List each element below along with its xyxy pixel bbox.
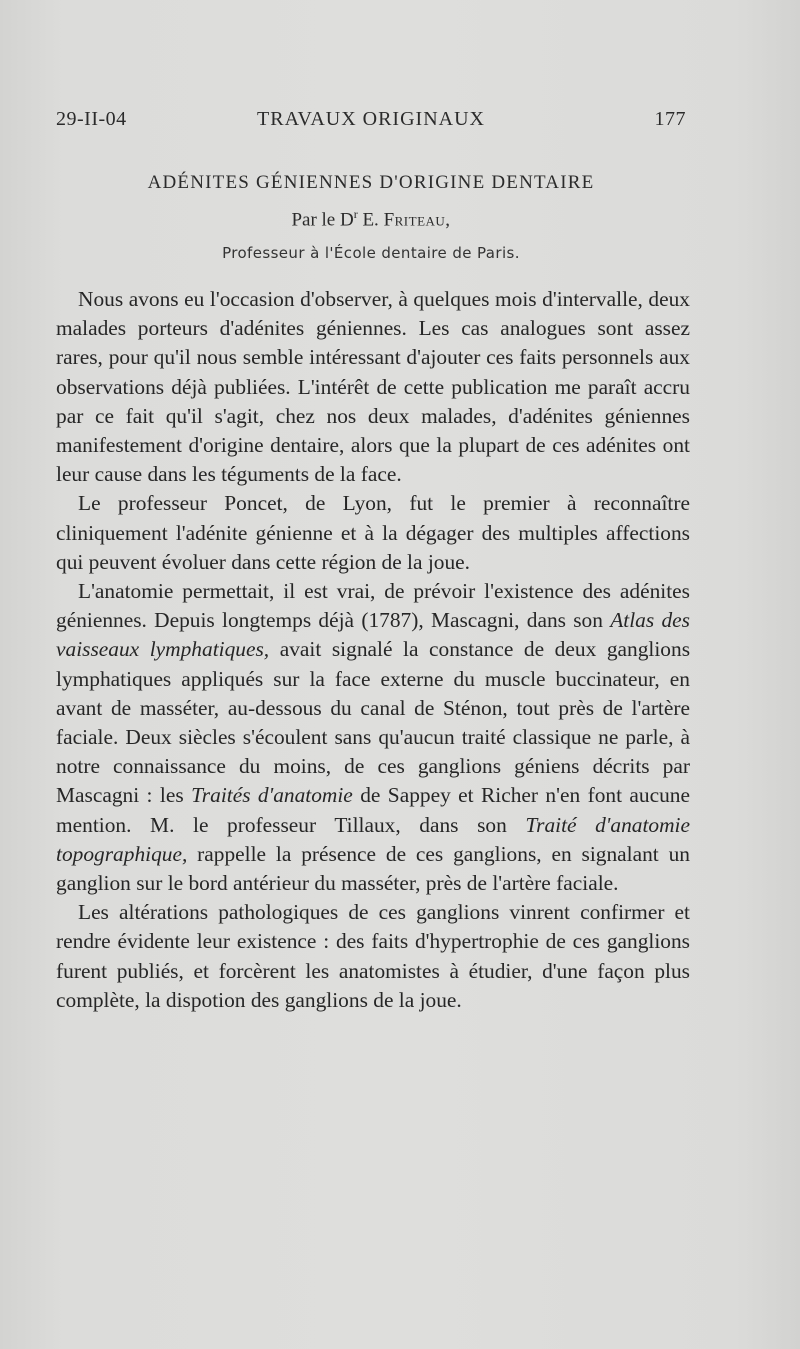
- paragraph-4: Les altérations pathologiques de ces ganglions vinrent confirmer et rendre évidente leur existence : des faits d'hypertrophie de ces ganglions furent publiés, et forcèrent les anatomistes à étudier, d'une façon plus complète, la dispotion des ganglions de la joue.: [56, 900, 690, 1012]
- paragraph-3-text-2: avait signalé la constance de deux ganglions lymphatiques appliqués sur la face externe du muscle buccinateur, en avant de masséter, au-dessous du canal de Sténon, tout près de l'artère faciale. Deux siècles s'écoulent sans qu'aucun traité classique ne parle, à notre connaissance du moins, de ces ganglions géniens décrits par Mascagni : les: [56, 637, 691, 808]
- article-title: ADÉNITES GÉNIENNES D'ORIGINE DENTAIRE: [147, 172, 595, 193]
- author-affiliation: Professeur à l'École dentaire de Paris.: [222, 244, 520, 262]
- running-head: [56, 108, 686, 136]
- author-name: Friteau,: [383, 209, 451, 231]
- citation-traites: Traités d'anatomie: [191, 783, 353, 808]
- paragraph-2: Le professeur Poncet, de Lyon, fut le premier à reconnaître cliniquement l'adénite génienne et à la dégager des multiples affections qui peuvent évoluer dans cette région de la joue.: [56, 491, 690, 574]
- issue-date: 29-II-04: [56, 108, 127, 130]
- paragraph-1: Nous avons eu l'occasion d'observer, à quelques mois d'intervalle, deux malades porteurs d'adénites géniennes. Les cas analogues sont assez rares, pour qu'il nous semble intéressant d'ajouter ces faits personnels aux observations déjà publiées. L'intérêt de cette publication me paraît accru par ce fait qu'il s'agit, chez nos deux malades, d'adénites géniennes manifestement d'origine dentaire, alors que la plupart de ces adénites ont leur cause dans les téguments de la face.: [56, 287, 690, 487]
- paragraph-3-text-4: rappelle la présence de ces ganglions, en signalant un ganglion sur le bord antérieur du masséter, près de l'artère faciale.: [56, 841, 690, 896]
- byline-prefix: Par le D: [291, 209, 354, 231]
- paragraph-3-text-1: L'anatomie permettait, il est vrai, de prévoir l'existence des adénites géniennes. Depuis longtemps déjà (1787), Mascagni, dans son: [56, 579, 690, 633]
- article-body: [56, 285, 690, 1015]
- section-title: TRAVAUX ORIGINAUX: [257, 108, 485, 130]
- paragraph-3: [56, 577, 690, 898]
- citation-atlas: Atlas des vaisseaux lymphatiques,: [56, 608, 690, 662]
- byline-sup: r: [353, 207, 358, 221]
- paragraph-3-text-3: de Sappey et Richer n'en font aucune mention. M. le professeur Tillaux, dans son: [56, 783, 690, 837]
- page-number: 177: [654, 108, 686, 130]
- citation-traite-topographique: Traité d'anatomie topographique,: [56, 812, 690, 866]
- byline: [56, 207, 686, 231]
- byline-initial: E.: [357, 209, 384, 231]
